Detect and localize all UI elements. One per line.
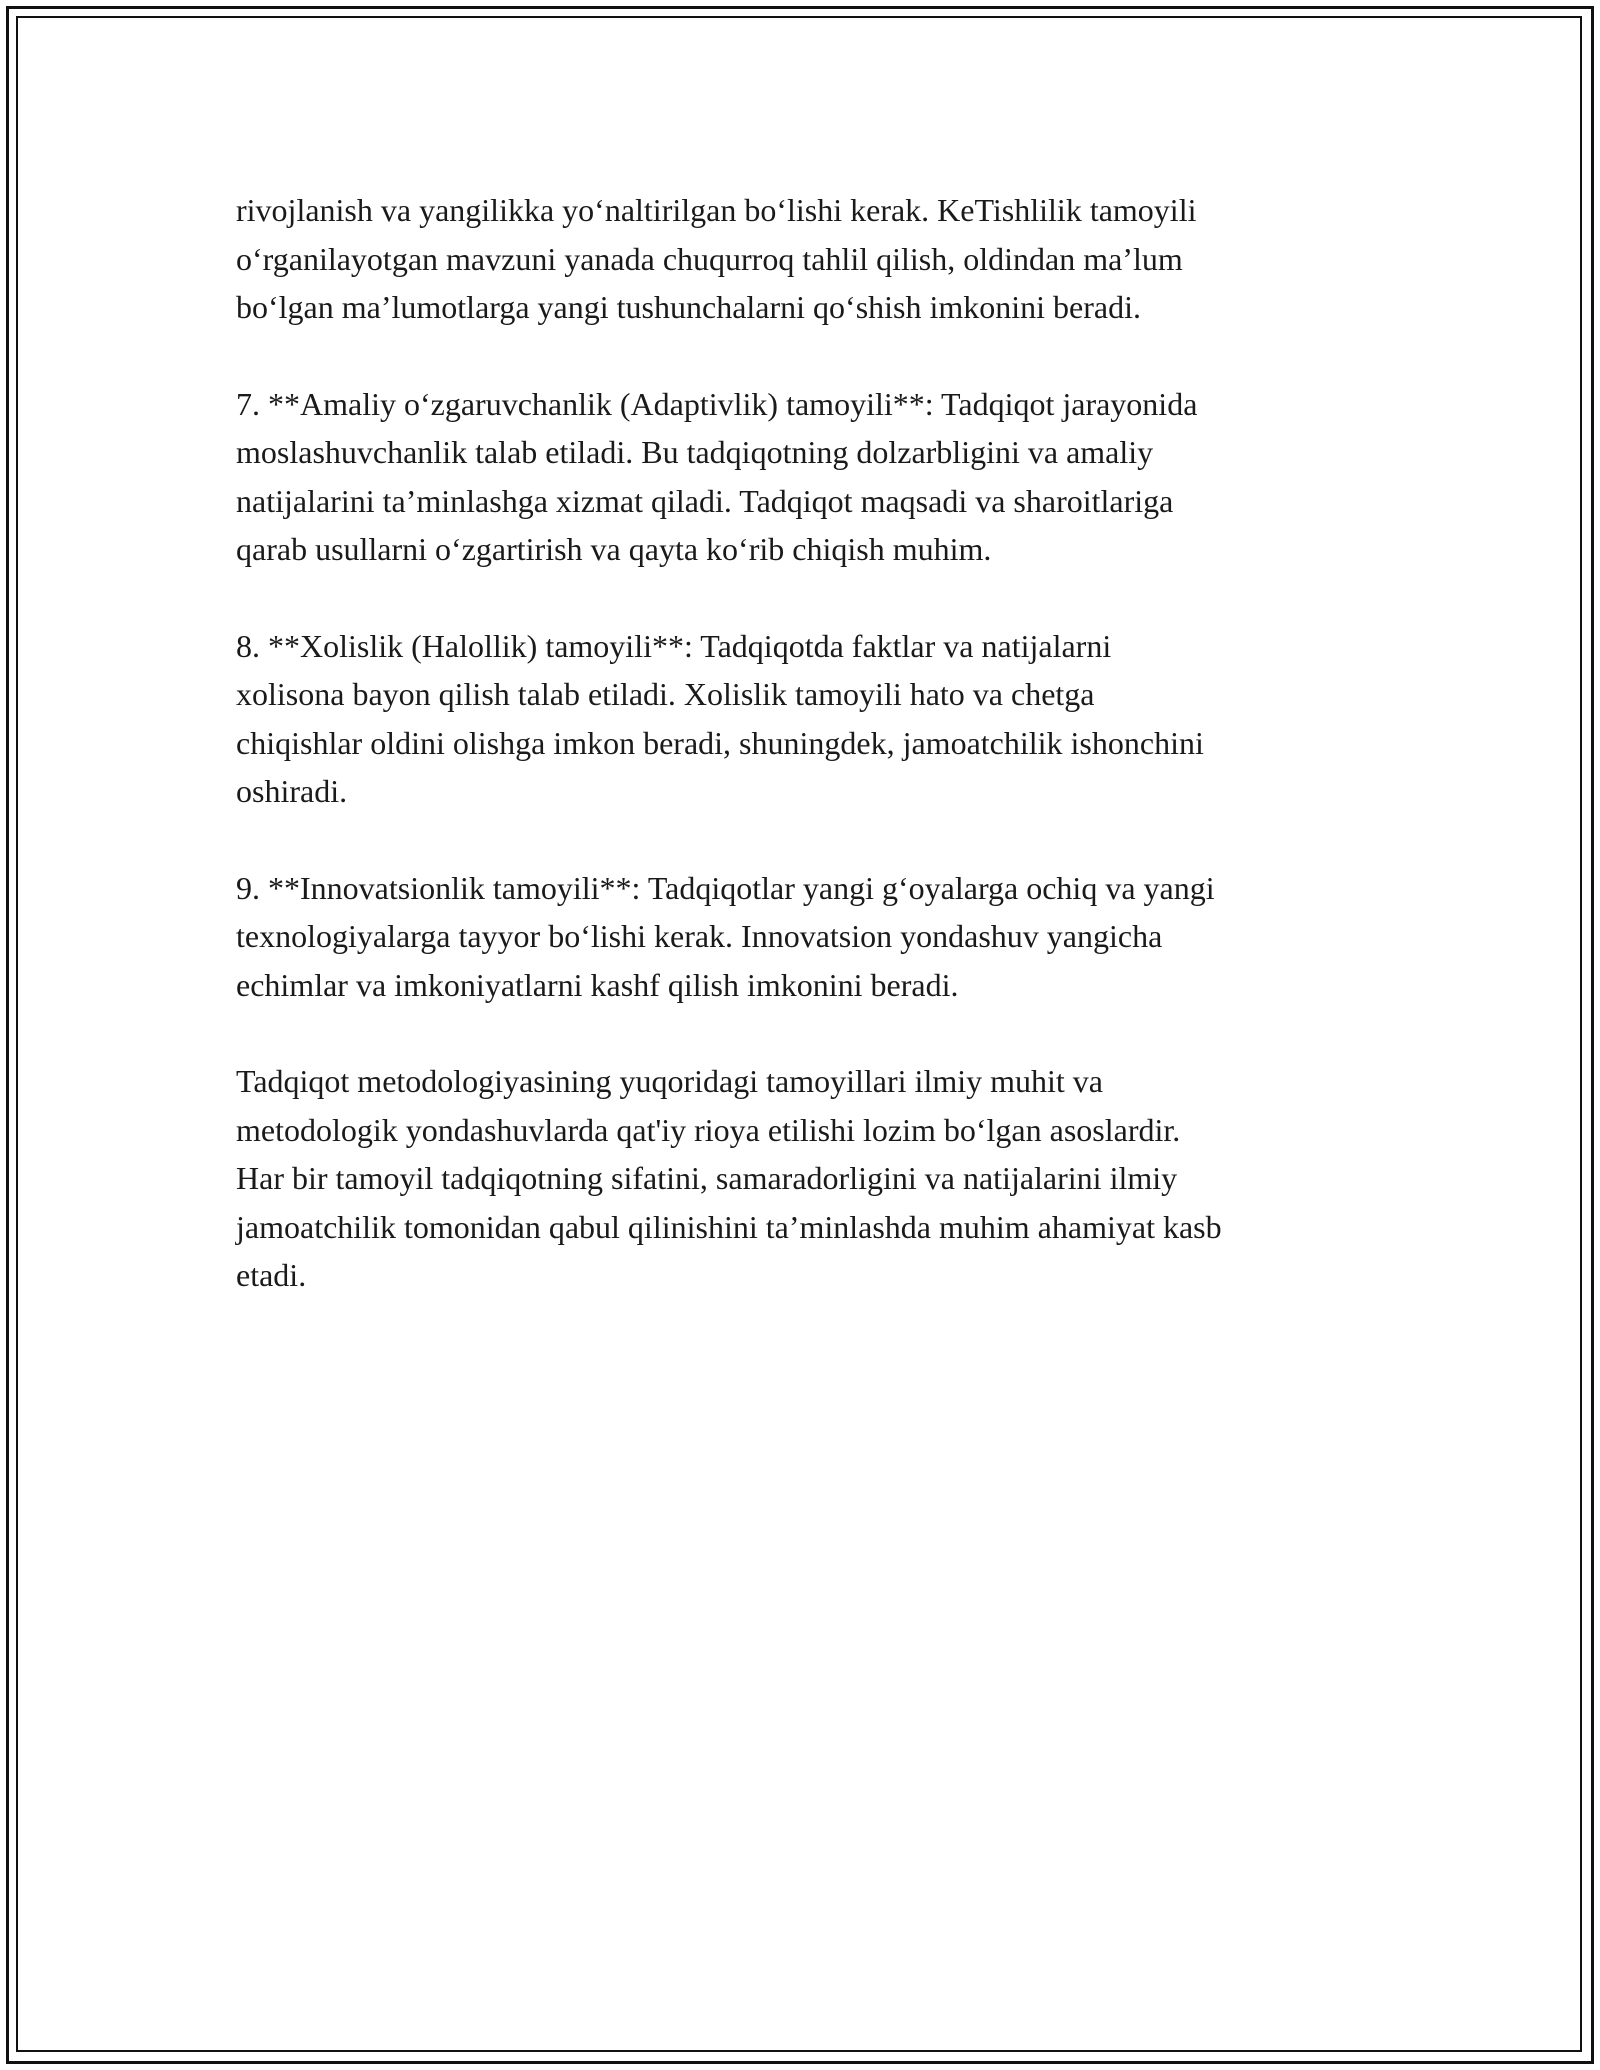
text-line: etadi. (236, 1257, 307, 1293)
text-line: oshiradi. (236, 773, 348, 809)
paragraph-item-9 (236, 864, 1376, 1010)
text-line: jamoatchilik tomonidan qabul qilinishini ta’minlashda muhim ahamiyat kasb (236, 1208, 1222, 1245)
paragraph-conclusion (236, 1057, 1376, 1300)
text-line: qarab usullarni o‘zgartirish va qayta ko‘rib chiqish muhim. (236, 531, 992, 567)
text-line: texnologiyalarga tayyor bo‘lishi kerak. Innovatsion yondashuv yangicha (236, 918, 1163, 954)
text-line: echimlar va imkoniyatlarni kashf qilish imkonini beradi. (236, 966, 959, 1003)
document-body (236, 186, 1376, 1348)
text-line: bo‘lgan ma’lumotlarga yangi tushunchalarni qo‘shish imkonini beradi. (236, 289, 1141, 325)
text-line: 9. **Innovatsionlik tamoyili**: Tadqiqotlar yangi g‘oyalarga ochiq va yangi (236, 869, 1215, 906)
text-line: Har bir tamoyil tadqiqotning sifatini, samaradorligini va natijalarini ilmiy (236, 1160, 1178, 1196)
text-line: Tadqiqot metodologiyasining yuqoridagi tamoyillari ilmiy muhit va (236, 1063, 1103, 1099)
text-line: moslashuvchanlik talab etiladi. Bu tadqiqotning dolzarbligini va amaliy (236, 434, 1154, 470)
text-line: o‘rganilayotgan mavzuni yanada chuqurroq tahlil qilish, oldindan ma’lum (236, 240, 1183, 277)
text-line: natijalarini ta’minlashga xizmat qiladi. Tadqiqot maqsadi va sharoitlariga (236, 482, 1174, 519)
text-line: metodologik yondashuvlarda qat'iy rioya etilishi lozim bo‘lgan asoslardir. (236, 1111, 1181, 1148)
text-line: 7. **Amaliy o‘zgaruvchanlik (Adaptivlik) tamoyili**: Tadqiqot jarayonida (236, 385, 1198, 422)
text-line: 8. **Xolislik (Halollik) tamoyili**: Tadqiqotda faktlar va natijalarni (236, 627, 1112, 664)
text-line: chiqishlar oldini olishga imkon beradi, shuningdek, jamoatchilik ishonchini (236, 724, 1204, 761)
paragraph-continuation (236, 186, 1376, 332)
paragraph-item-7 (236, 380, 1376, 574)
text-line: xolisona bayon qilish talab etiladi. Xolislik tamoyili hato va chetga (236, 676, 1095, 712)
paragraph-item-8 (236, 622, 1376, 816)
text-line: rivojlanish va yangilikka yo‘naltirilgan bo‘lishi kerak. KeTishlilik tamoyili (236, 192, 1197, 228)
